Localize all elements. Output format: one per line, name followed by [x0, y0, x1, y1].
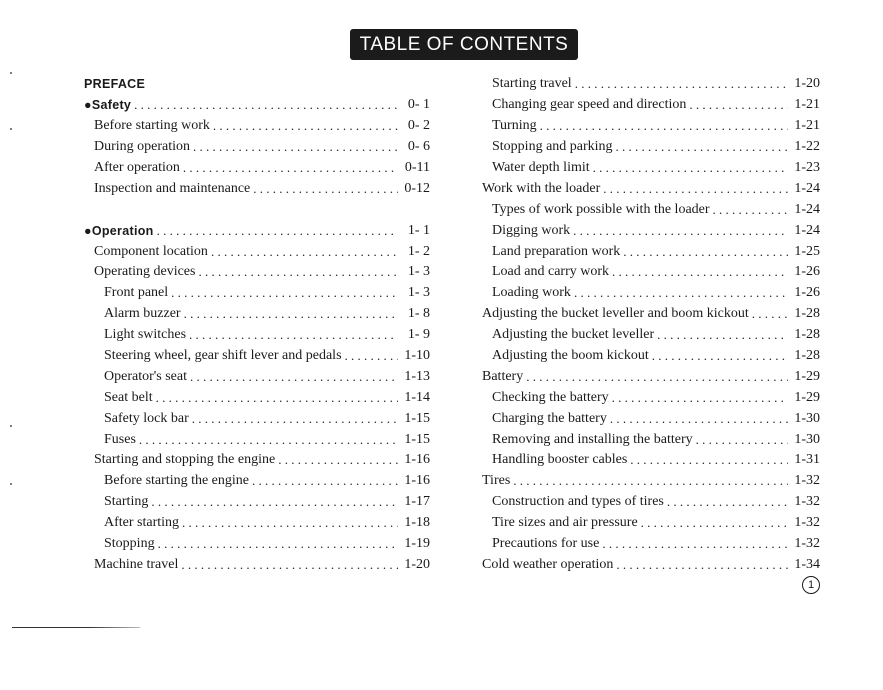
dot-leader: [610, 411, 788, 427]
toc-spacer: [84, 199, 430, 220]
dot-leader: [696, 432, 788, 448]
toc-entry-title: Stopping: [104, 536, 158, 552]
dot-leader: [213, 118, 398, 134]
toc-entry-page: 1-34: [788, 557, 820, 573]
dot-leader: [575, 76, 788, 92]
page-number-badge: 1: [802, 576, 820, 594]
toc-entry-title: Types of work possible with the loader: [492, 202, 713, 218]
dot-leader: [573, 223, 788, 239]
toc-entry-title: Starting travel: [492, 76, 575, 92]
toc-entry-page: 1-16: [398, 452, 430, 468]
toc-entry[interactable]: [482, 199, 820, 220]
toc-entry-page: 1-24: [788, 223, 820, 239]
toc-entry[interactable]: [482, 513, 820, 534]
scan-artifact-line: [12, 627, 140, 628]
toc-entry-title: Cold weather operation: [482, 557, 616, 573]
toc-entry-page: 1-14: [398, 390, 430, 406]
toc-entry-page: 1-19: [398, 536, 430, 552]
dot-leader: [612, 264, 788, 280]
dot-leader: [345, 348, 398, 364]
toc-entry[interactable]: [482, 74, 820, 95]
toc-entry-title: During operation: [94, 139, 193, 155]
toc-entry-page: 1-24: [788, 181, 820, 197]
toc-entry-title: Stopping and parking: [492, 139, 616, 155]
toc-entry-title: Removing and installing the battery: [492, 432, 696, 448]
dot-leader: [641, 515, 788, 531]
toc-entry-title: Changing gear speed and direction: [492, 97, 689, 113]
toc-entry-page: 1-16: [398, 473, 430, 489]
toc-entry[interactable]: [84, 283, 430, 304]
toc-entry[interactable]: [84, 241, 430, 262]
toc-entry-page: 1-29: [788, 390, 820, 406]
toc-entry[interactable]: [482, 178, 820, 199]
toc-entry[interactable]: [84, 387, 430, 408]
toc-entry[interactable]: [482, 241, 820, 262]
toc-entry-page: 1-15: [398, 411, 430, 427]
toc-entry-title: Work with the loader: [482, 181, 603, 197]
toc-entry-page: 1-13: [398, 369, 430, 385]
toc-entry[interactable]: [84, 366, 430, 387]
toc-entry[interactable]: [482, 554, 820, 575]
toc-entry-page: 1- 2: [398, 244, 430, 260]
dot-leader: [616, 139, 788, 155]
toc-entry[interactable]: [482, 346, 820, 367]
toc-entry-title: Precautions for use: [492, 536, 602, 552]
toc-entry-title: Battery: [482, 369, 526, 385]
toc-entry-title: Steering wheel, gear shift lever and pedals: [104, 348, 345, 364]
dot-leader: [603, 181, 788, 197]
toc-entry-page: 1- 8: [398, 306, 430, 322]
toc-entry[interactable]: [84, 304, 430, 325]
toc-entry[interactable]: [482, 116, 820, 137]
dot-leader: [623, 244, 788, 260]
toc-section-heading[interactable]: [84, 74, 430, 95]
toc-entry-title: Operating devices: [94, 264, 198, 280]
toc-entry[interactable]: [482, 429, 820, 450]
toc-entry-title: Handling booster cables: [492, 452, 630, 468]
dot-leader: [211, 244, 398, 260]
toc-entry-title: ●Operation: [84, 224, 157, 238]
toc-entry-page: 1-30: [788, 432, 820, 448]
toc-entry[interactable]: [84, 429, 430, 450]
dot-leader: [157, 223, 398, 239]
dot-leader: [252, 473, 398, 489]
toc-entry-page: 1-26: [788, 285, 820, 301]
dot-leader: [253, 181, 398, 197]
toc-entry[interactable]: [84, 492, 430, 513]
toc-entry-page: 1- 9: [398, 327, 430, 343]
dot-leader: [158, 536, 398, 552]
toc-entry-page: 1- 1: [398, 223, 430, 239]
scan-speck: [10, 483, 12, 485]
toc-entry-page: 1-21: [788, 97, 820, 113]
toc-entry[interactable]: [482, 366, 820, 387]
toc-entry-page: 1-15: [398, 432, 430, 448]
page-title: TABLE OF CONTENTS: [350, 29, 578, 60]
toc-entry[interactable]: [84, 262, 430, 283]
toc-entry-page: 1-24: [788, 202, 820, 218]
toc-entry-title: Tire sizes and air pressure: [492, 515, 641, 531]
toc-section-heading[interactable]: [84, 95, 430, 116]
dot-leader: [190, 369, 398, 385]
dot-leader: [616, 557, 788, 573]
scan-speck: [10, 72, 12, 74]
toc-entry[interactable]: [84, 554, 430, 575]
toc-entry[interactable]: [84, 178, 430, 199]
toc-entry-page: 1-10: [398, 348, 430, 364]
dot-leader: [134, 97, 398, 113]
toc-entry-page: 1-30: [788, 411, 820, 427]
toc-entry[interactable]: [84, 513, 430, 534]
toc-entry-page: 1-28: [788, 327, 820, 343]
toc-entry-page: 1-32: [788, 473, 820, 489]
toc-entry[interactable]: [84, 325, 430, 346]
toc-entry-page: 1-20: [788, 76, 820, 92]
toc-entry[interactable]: [84, 158, 430, 179]
toc-entry-title: Land preparation work: [492, 244, 623, 260]
toc-entry-page: 1-23: [788, 160, 820, 176]
scan-speck: [10, 425, 12, 427]
toc-entry-title: Operator's seat: [104, 369, 190, 385]
dot-leader: [183, 160, 398, 176]
toc-entry[interactable]: [482, 325, 820, 346]
toc-entry-page: 0- 6: [398, 139, 430, 155]
toc-entry-title: Tires: [482, 473, 513, 489]
toc-entry-title: Before starting work: [94, 118, 213, 134]
toc-entry[interactable]: [84, 137, 430, 158]
dot-leader: [139, 432, 398, 448]
dot-leader: [151, 494, 398, 510]
dot-leader: [193, 139, 398, 155]
dot-leader: [198, 264, 398, 280]
toc-entry[interactable]: [84, 534, 430, 555]
toc-entry-title: Light switches: [104, 327, 189, 343]
toc-entry-title: Fuses: [104, 432, 139, 448]
toc-entry[interactable]: [84, 471, 430, 492]
dot-leader: [184, 306, 398, 322]
toc-entry-title: Charging the battery: [492, 411, 610, 427]
toc-entry-page: 1-32: [788, 536, 820, 552]
toc-entry-page: 1-26: [788, 264, 820, 280]
toc-entry-page: 1-32: [788, 494, 820, 510]
dot-leader: [713, 202, 788, 218]
toc-entry-title: Digging work: [492, 223, 573, 239]
toc-entry-page: 1-21: [788, 118, 820, 134]
dot-leader: [526, 369, 788, 385]
dot-leader: [181, 557, 398, 573]
toc-entry-page: 1-29: [788, 369, 820, 385]
toc-entry[interactable]: [84, 346, 430, 367]
toc-entry[interactable]: [482, 158, 820, 179]
dot-leader: [513, 473, 788, 489]
toc-entry[interactable]: [84, 116, 430, 137]
toc-entry-page: 1- 3: [398, 285, 430, 301]
toc-entry[interactable]: [482, 220, 820, 241]
toc-entry-page: 1-22: [788, 139, 820, 155]
toc-entry[interactable]: [482, 387, 820, 408]
toc-entry-title: Water depth limit: [492, 160, 593, 176]
toc-entry-title: Adjusting the bucket leveller and boom kickout: [482, 306, 752, 322]
dot-leader: [602, 536, 788, 552]
dot-leader: [574, 285, 788, 301]
dot-leader: [630, 452, 788, 468]
toc-entry-title: Alarm buzzer: [104, 306, 184, 322]
toc-entry-title: Component location: [94, 244, 211, 260]
toc-entry-page: 1-20: [398, 557, 430, 573]
dot-leader: [156, 390, 398, 406]
dot-leader: [752, 306, 788, 322]
toc-right-column: [482, 74, 820, 575]
dot-leader: [189, 327, 398, 343]
dot-leader: [192, 411, 398, 427]
toc-entry[interactable]: [482, 471, 820, 492]
toc-entry-page: 0-11: [398, 160, 430, 176]
dot-leader: [667, 494, 788, 510]
toc-entry-page: 1-32: [788, 515, 820, 531]
toc-entry-title: Before starting the engine: [104, 473, 252, 489]
toc-entry[interactable]: [482, 534, 820, 555]
toc-entry-title: Loading work: [492, 285, 574, 301]
toc-entry-title: Construction and types of tires: [492, 494, 667, 510]
toc-left-column: [84, 74, 430, 575]
toc-entry-title: Load and carry work: [492, 264, 612, 280]
toc-entry[interactable]: [482, 95, 820, 116]
toc-entry[interactable]: [482, 492, 820, 513]
toc-entry-title: Adjusting the boom kickout: [492, 348, 652, 364]
toc-entry-title: After operation: [94, 160, 183, 176]
toc-entry-title: Starting: [104, 494, 151, 510]
toc-entry-title: Seat belt: [104, 390, 156, 406]
toc-entry-title: ●Safety: [84, 98, 134, 112]
toc-entry-page: 1-28: [788, 348, 820, 364]
toc-entry[interactable]: [482, 450, 820, 471]
toc-entry[interactable]: [482, 408, 820, 429]
dot-leader: [540, 118, 788, 134]
dot-leader: [171, 285, 398, 301]
toc-entry[interactable]: [482, 304, 820, 325]
toc-entry-title: Front panel: [104, 285, 171, 301]
dot-leader: [657, 327, 788, 343]
toc-entry-page: 0- 1: [398, 97, 430, 113]
toc-entry-page: 1-18: [398, 515, 430, 531]
toc-entry-title: Turning: [492, 118, 540, 134]
toc-entry-title: Safety lock bar: [104, 411, 192, 427]
toc-entry-title: PREFACE: [84, 77, 148, 91]
toc-entry-page: 0-12: [398, 181, 430, 197]
dot-leader: [182, 515, 398, 531]
dot-leader: [652, 348, 788, 364]
toc-entry-title: After starting: [104, 515, 182, 531]
scan-speck: [10, 128, 12, 130]
toc-entry[interactable]: [482, 283, 820, 304]
dot-leader: [593, 160, 788, 176]
toc-entry-title: Inspection and maintenance: [94, 181, 253, 197]
toc-entry-page: 1-17: [398, 494, 430, 510]
toc-entry-page: 1-28: [788, 306, 820, 322]
toc-entry-title: Checking the battery: [492, 390, 612, 406]
toc-entry-page: 1- 3: [398, 264, 430, 280]
toc-entry-page: 1-31: [788, 452, 820, 468]
toc-section-heading[interactable]: [84, 220, 430, 241]
dot-leader: [689, 97, 788, 113]
toc-entry-page: 0- 2: [398, 118, 430, 134]
toc-entry-page: 1-25: [788, 244, 820, 260]
toc-entry-title: Starting and stopping the engine: [94, 452, 278, 468]
dot-leader: [278, 452, 398, 468]
toc-entry-title: Adjusting the bucket leveller: [492, 327, 657, 343]
toc-entry[interactable]: [482, 262, 820, 283]
toc-entry[interactable]: [84, 450, 430, 471]
toc-entry[interactable]: [84, 408, 430, 429]
toc-entry-title: Machine travel: [94, 557, 181, 573]
toc-entry[interactable]: [482, 137, 820, 158]
dot-leader: [612, 390, 788, 406]
